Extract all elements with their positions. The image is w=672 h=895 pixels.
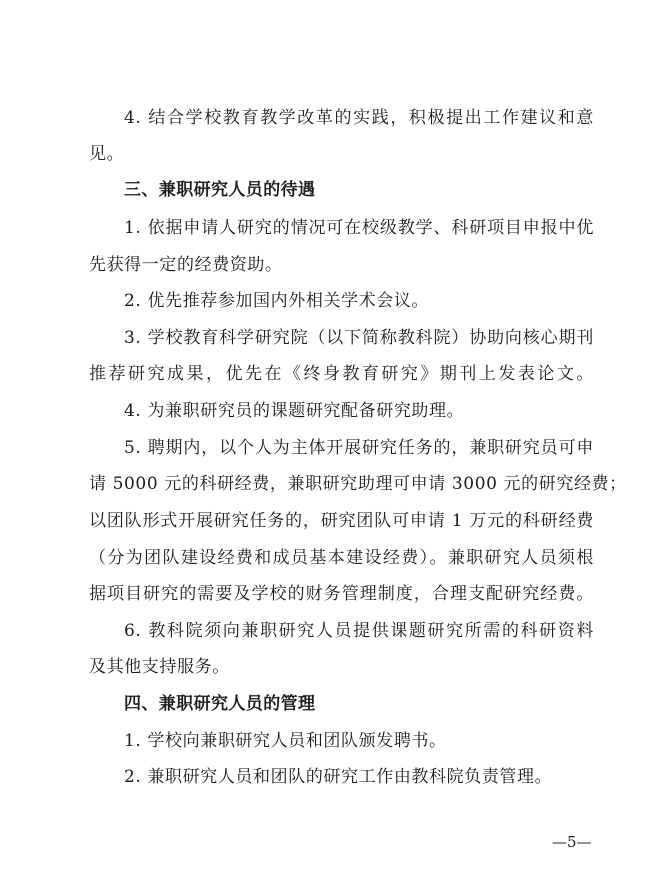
paragraph-line: 6. 教科院须向兼职研究人员提供课题研究所需的科研资料 xyxy=(124,621,594,641)
section-heading: 三、兼职研究人员的待遇 xyxy=(124,180,316,200)
paragraph-line: 请 5000 元的科研经费，兼职研究助理可申请 3000 元的研究经费； xyxy=(89,474,627,494)
paragraph-line: 3. 学校教育科学研究院（以下简称教科院）协助向核心期刊 xyxy=(124,328,594,348)
paragraph-line: 及其他支持服务。 xyxy=(89,657,230,677)
paragraph-line: 见。 xyxy=(89,144,125,164)
paragraph-line: 4. 结合学校教育教学改革的实践，积极提出工作建议和意 xyxy=(124,108,594,128)
section-heading: 四、兼职研究人员的管理 xyxy=(124,694,316,714)
paragraph-line: 据项目研究的需要及学校的财务管理制度，合理支配研究经费。 xyxy=(89,584,594,604)
paragraph-line: 先获得一定的经费资助。 xyxy=(89,255,283,275)
paragraph-line: （分为团队建设经费和成员基本建设经费）。兼职研究人员须根 xyxy=(89,548,594,568)
paragraph-line: 4. 为兼职研究员的课题研究配备研究助理。 xyxy=(124,401,465,421)
paragraph-line: 以团队形式开展研究任务的，研究团队可申请 1 万元的科研经费 xyxy=(89,511,594,531)
paragraph-line: 1. 学校向兼职研究人员和团队颁发聘书。 xyxy=(124,731,447,751)
page-number: —5— xyxy=(552,833,592,851)
paragraph-line: 5. 聘期内，以个人为主体开展研究任务的，兼职研究员可申 xyxy=(124,438,594,458)
paragraph-line: 推荐研究成果，优先在《终身教育研究》期刊上发表论文。 xyxy=(89,364,594,384)
paragraph-line: 2. 兼职研究人员和团队的研究工作由教科院负责管理。 xyxy=(124,767,553,787)
paragraph-line: 2. 优先推荐参加国内外相关学术会议。 xyxy=(124,291,430,311)
paragraph-line: 1. 依据申请人研究的情况可在校级教学、科研项目申报中优 xyxy=(124,218,594,238)
